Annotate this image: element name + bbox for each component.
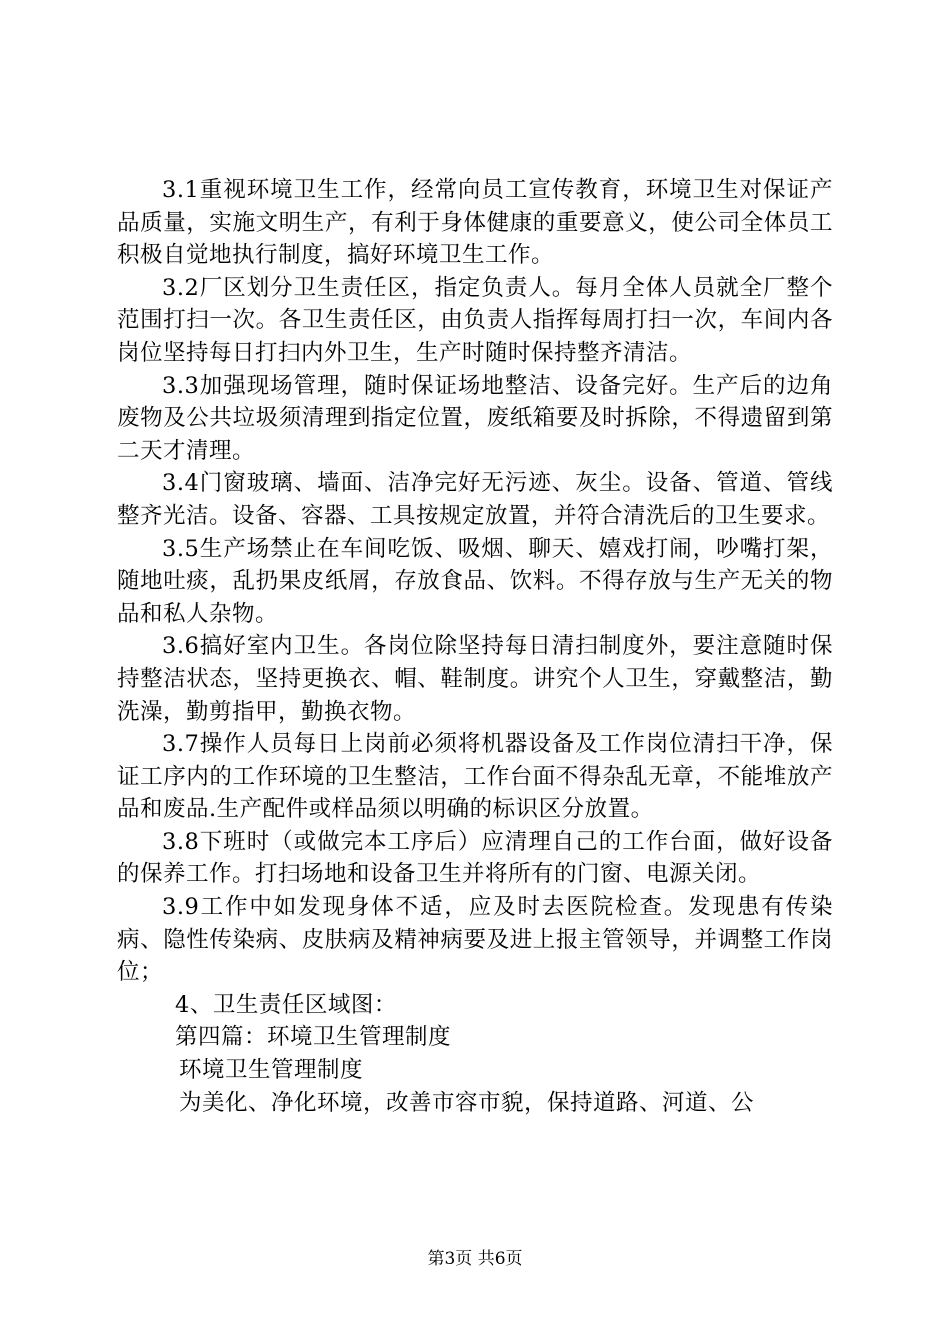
paragraph-3-7: 3.7操作人员每日上岗前必须将机器设备及工作岗位清扫干净，保证工序内的工作环境的卫生整洁，工作台面不得杂乱无章，不能堆放产品和废品.生产配件或样品须以明确的标识区分放置。 [117, 731, 833, 823]
final-paragraph: 为美化、净化环境，改善市容市貌，保持道路、河道、公 [179, 1089, 755, 1116]
paragraph-3-4: 3.4门窗玻璃、墙面、洁净完好无污迹、灰尘。设备、管道、管线整齐光洁。设备、容器、工具按规定放置，并符合清洗后的卫生要求。 [117, 470, 833, 529]
paragraph-3-2: 3.2厂区划分卫生责任区，指定负责人。每月全体人员就全厂整个范围打扫一次。各卫生责任区，由负责人指挥每周打扫一次，车间内各岗位坚持每日打扫内外卫生，生产时随时保持整齐清洁。 [117, 274, 833, 366]
section-item-4: 4、卫生责任区域图： [175, 991, 397, 1018]
paragraph-3-1: 3.1重视环境卫生工作，经常向员工宣传教育，环境卫生对保证产品质量，实施文明生产，有利于身体健康的重要意义，使公司全体员工积极自觉地执行制度，搞好环境卫生工作。 [117, 177, 833, 269]
paragraph-3-3: 3.3加强现场管理，随时保证场地整洁、设备完好。生产后的边角废物及公共垃圾须清理到指定位置，废纸箱要及时拆除，不得遗留到第二天才清理。 [117, 372, 833, 464]
paragraph-3-5: 3.5生产场禁止在车间吃饭、吸烟、聊天、嬉戏打闹，吵嘴打架，随地吐痰，乱扔果皮纸屑，存放食品、饮料。不得存放与生产无关的物品和私人杂物。 [117, 535, 833, 627]
paragraph-3-9: 3.9工作中如发现身体不适，应及时去医院检查。发现患有传染病、隐性传染病、皮肤病及精神病要及进上报主管领导，并调整工作岗位； [117, 894, 833, 986]
chapter-title: 第四篇：环境卫生管理制度 [175, 1024, 452, 1051]
document-body [117, 174, 833, 1119]
paragraph-3-6: 3.6搞好室内卫生。各岗位除坚持每日清扫制度外，要注意随时保持整洁状态，坚持更换衣、帽、鞋制度。讲究个人卫生，穿戴整洁，勤洗澡，勤剪指甲，勤换衣物。 [117, 633, 833, 725]
document-title: 环境卫生管理制度 [179, 1057, 364, 1084]
paragraph-3-8: 3.8下班时（或做完本工序后）应清理自己的工作台面，做好设备的保养工作。打扫场地和设备卫生并将所有的门窗、电源关闭。 [117, 828, 833, 888]
page-footer: 第3页 共6页 [427, 1249, 523, 1269]
